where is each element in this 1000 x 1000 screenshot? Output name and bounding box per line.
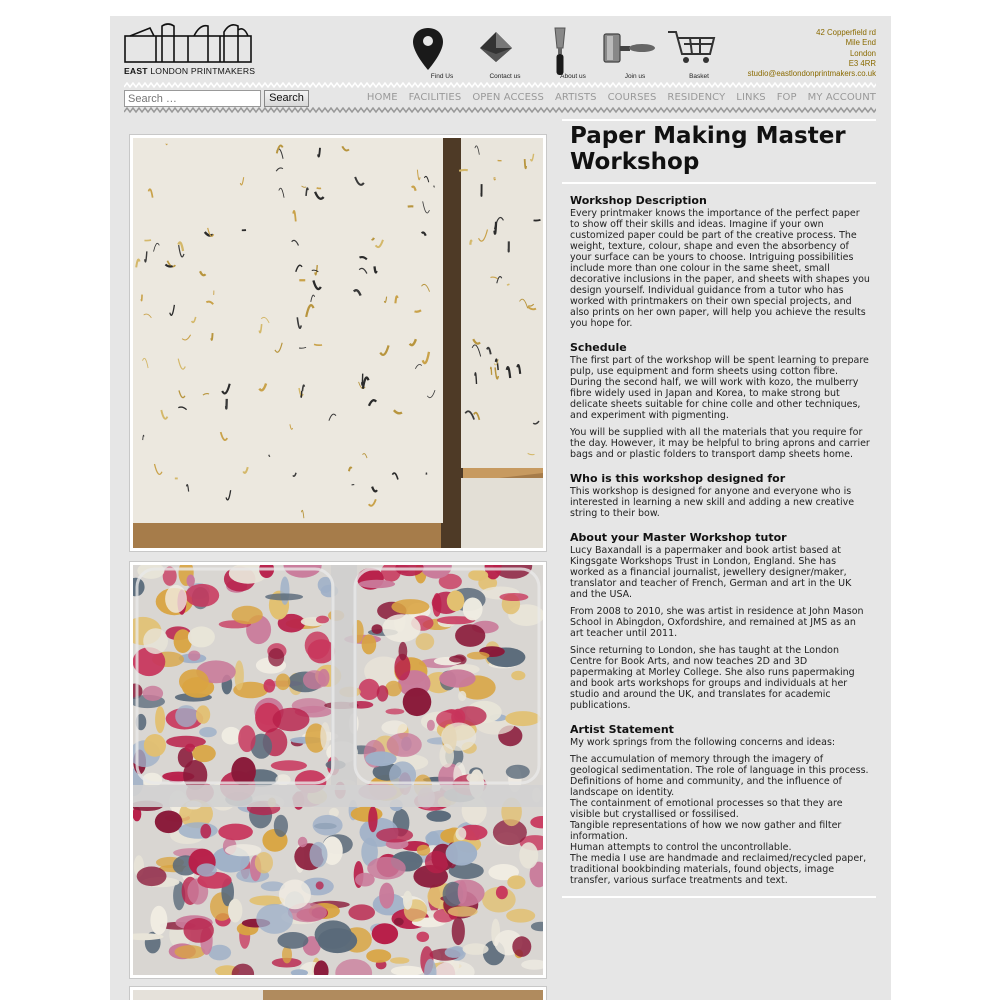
pulp-fragment xyxy=(271,760,307,771)
pulp-fragment xyxy=(200,824,211,839)
pulp-fragment xyxy=(366,949,391,963)
pulp-fragment xyxy=(367,857,406,880)
logo-word-east: EAST xyxy=(124,66,148,76)
pulp-fragment xyxy=(506,765,530,779)
paper-inclusion xyxy=(301,391,302,397)
page-title: Paper Making Master Workshop xyxy=(570,123,846,175)
pulp-fragment xyxy=(255,852,273,873)
pulp-fragment xyxy=(368,806,377,832)
pulp-fragment xyxy=(179,822,218,839)
pulp-fragment xyxy=(264,679,276,693)
pulp-fragment xyxy=(426,810,451,821)
paper-sheets-image xyxy=(133,138,543,548)
nav-item-my-account[interactable]: MY ACCOUNT xyxy=(807,92,876,103)
pulp-fragment xyxy=(351,806,383,821)
pulp-fragment xyxy=(137,867,167,887)
pulp-fragment xyxy=(427,720,435,731)
nav-item-artists[interactable]: ARTISTS xyxy=(554,92,597,103)
pulp-containers-image xyxy=(133,565,543,975)
third-image xyxy=(133,990,543,1000)
tutor-heading: About your Master Workshop tutor xyxy=(570,531,787,544)
pulp-fragment xyxy=(425,851,449,873)
page xyxy=(110,16,891,1000)
description-text: Every printmaker knows the importance of the perfect paper to show off their skills and ideas. Imagine if your own customized paper could be part of the creative process. The weight, texture, colour, shape and even the absorbency of your surface can be yours to choose. Intriguing possibilities include more than one colour in the same sheet, small decorative inclusions in the paper, and sheets with shapes you design yourself. Individual guidance from a tutor who has worked with printmakers on their own special projects, and also prints on her own paper, will help you achieve the results you hope for. xyxy=(570,208,870,329)
pulp-fragment xyxy=(310,842,328,868)
photo-pulp-containers[interactable] xyxy=(129,561,547,979)
tutor-text-3: Since returning to London, she has taught at the London Centre for Book Arts, and now teaches 2D and 3D papermaking at Morley College. She also runs papermaking and book arts workshops for groups and individuals at her studio and around the UK, and translates for academic publications. xyxy=(570,645,855,711)
pulp-fragment xyxy=(179,669,209,693)
paper-inclusion xyxy=(314,344,322,345)
paper-inclusion xyxy=(534,220,541,221)
palette-knife-icon xyxy=(548,26,572,76)
paper-inclusion xyxy=(415,310,422,311)
pulp-fragment xyxy=(458,881,467,904)
pulp-fragment xyxy=(185,584,219,607)
pulp-fragment xyxy=(467,652,490,660)
description-heading: Workshop Description xyxy=(570,194,707,207)
roller-icon xyxy=(600,26,656,72)
article-bottom-rule xyxy=(562,896,876,898)
pulp-fragment xyxy=(222,727,241,745)
nav-item-open-access[interactable]: OPEN ACCESS xyxy=(472,92,544,103)
pulp-fragment xyxy=(298,837,308,847)
pulp-fragment xyxy=(155,706,165,733)
pulp-fragment xyxy=(376,828,413,843)
logo-wordmark xyxy=(124,66,264,76)
pulp-fragment xyxy=(463,943,489,955)
pulp-fragment xyxy=(265,593,303,600)
pulp-fragment xyxy=(391,599,429,614)
pulp-fragment xyxy=(192,745,216,762)
statement-line: The media I use are handmade and reclaimed/recycled paper, traditional bookbinding materials, found objects, image transfer, various surface treatments and text. xyxy=(570,853,867,886)
pulp-fragment xyxy=(277,932,308,949)
search-input[interactable] xyxy=(124,90,261,107)
paper-inclusion xyxy=(470,241,471,245)
nav-item-home[interactable]: HOME xyxy=(366,92,398,103)
statement-intro: My work springs from the following concerns and ideas: xyxy=(570,737,836,748)
pulp-fragment xyxy=(507,875,525,889)
search-button[interactable]: Search xyxy=(264,90,309,107)
pulp-fragment xyxy=(372,624,383,634)
header-divider xyxy=(124,82,876,88)
pulp-fragment xyxy=(280,577,289,605)
nav-item-residency[interactable]: RESIDENCY xyxy=(667,92,726,103)
nav-item-courses[interactable]: COURSES xyxy=(607,92,657,103)
pulp-fragment xyxy=(184,918,214,943)
pulp-fragment xyxy=(197,863,217,876)
pulp-fragment xyxy=(232,606,263,624)
pulp-fragment xyxy=(187,575,195,587)
pulp-fragment xyxy=(175,705,197,727)
pulp-fragment xyxy=(381,720,407,734)
shopping-cart-icon xyxy=(666,26,718,72)
pulp-fragment xyxy=(188,626,215,647)
pulp-fragment xyxy=(463,598,483,621)
pulp-fragment xyxy=(318,669,329,687)
pulp-fragment xyxy=(449,656,465,663)
pulp-fragment xyxy=(417,845,430,856)
pulp-fragment xyxy=(466,774,478,783)
address-block xyxy=(748,28,876,79)
pulp-fragment xyxy=(394,918,404,926)
pulp-fragment xyxy=(439,744,454,768)
statement-line: Definitions of home and community, and the influence of landscape on identity. xyxy=(570,776,842,798)
schedule-heading: Schedule xyxy=(570,341,627,354)
pulp-fragment xyxy=(359,580,395,588)
pulp-fragment xyxy=(235,660,244,690)
site-logo[interactable] xyxy=(124,22,256,78)
paper-inclusion xyxy=(434,186,435,187)
pulp-fragment xyxy=(362,634,377,654)
pulp-fragment xyxy=(447,590,465,611)
pulp-fragment xyxy=(399,642,408,661)
pulp-fragment xyxy=(143,628,168,654)
pulp-fragment xyxy=(506,909,535,923)
pulp-fragment xyxy=(403,688,432,716)
nav-item-facilities[interactable]: FACILITIES xyxy=(408,92,462,103)
photo-third[interactable] xyxy=(129,986,547,1000)
pulp-fragment xyxy=(225,844,261,856)
nav-item-links[interactable]: LINKS xyxy=(736,92,766,103)
pulp-fragment xyxy=(279,880,311,910)
pulp-fragment xyxy=(150,906,167,935)
pulp-fragment xyxy=(155,811,183,834)
photo-paper-sheets[interactable] xyxy=(129,134,547,552)
pulp-fragment xyxy=(456,827,467,840)
logo-word-rest: LONDON PRINTMAKERS xyxy=(150,66,256,76)
who-text: This workshop is designed for anyone and everyone who is interested in learning a new skill and adding a new creative string to their bow. xyxy=(570,486,855,519)
paper-inclusion xyxy=(352,485,355,486)
contact-us-label: Contact us xyxy=(489,73,521,80)
schedule-text-1: The first part of the workshop will be spent learning to prepare pulp, use equipment and form sheets using cotton fibre. During the second half, we will work with kozo, the mulberry fibre widely used in Japan and Korea, to make strong but delicate sheets suitable for chine colle and other techniques, and experiment with pigmenting. xyxy=(570,355,869,421)
pulp-fragment xyxy=(496,886,508,899)
address-city: London xyxy=(849,48,876,58)
who-heading: Who is this workshop designed for xyxy=(570,472,786,485)
address-street: 42 Copperfield rd xyxy=(816,28,876,37)
pulp-fragment xyxy=(274,815,288,837)
address-email-link[interactable]: studio@eastlondonprintmakers.co.uk xyxy=(747,69,876,79)
find-us-link[interactable] xyxy=(396,26,460,80)
pulp-fragment xyxy=(276,674,291,691)
basket-link[interactable] xyxy=(660,26,724,80)
pulp-fragment xyxy=(359,679,380,700)
paper-inclusion xyxy=(144,240,151,241)
pulp-fragment xyxy=(379,883,394,909)
address-area: Mile End xyxy=(845,38,876,48)
pulp-fragment xyxy=(188,651,200,661)
schedule-text-2: You will be supplied with all the materials that you require for the day. However, it may be helpful to bring aprons and carrier bags and or plastic folders to transport damp sheets home. xyxy=(570,427,870,460)
pulp-fragment xyxy=(143,686,164,701)
tutor-text-2: From 2008 to 2010, she was artist in residence at John Mason School in Abingdon, Oxfordshire, and remained at JMS as an art teacher until 2011. xyxy=(570,606,864,639)
join-us-label: Join us xyxy=(624,73,646,80)
pulp-fragment xyxy=(144,734,166,757)
logo-mark-icon xyxy=(124,22,256,66)
basket-label: Basket xyxy=(689,73,709,80)
pulp-fragment xyxy=(416,633,435,650)
statement-line: Tangible representations of how we now gather and filter information. xyxy=(570,820,842,842)
pulp-fragment xyxy=(499,593,528,601)
pulp-fragment xyxy=(468,570,488,581)
address-postcode: E3 4RR xyxy=(848,58,876,68)
pulp-fragment xyxy=(448,906,478,917)
nav-divider xyxy=(124,107,876,113)
pulp-fragment xyxy=(273,708,310,732)
pulp-fragment xyxy=(372,923,398,944)
pulp-fragment xyxy=(505,711,540,726)
pulp-fragment xyxy=(316,881,324,889)
pulp-fragment xyxy=(218,824,253,841)
title-rule xyxy=(562,182,876,184)
pulp-fragment xyxy=(445,947,464,958)
contact-us-link[interactable] xyxy=(464,26,528,80)
pulp-fragment xyxy=(512,936,531,957)
pulp-fragment xyxy=(455,624,485,647)
pulp-fragment xyxy=(320,722,330,750)
pulp-fragment xyxy=(199,727,217,737)
about-us-label: About us xyxy=(560,73,586,80)
main-nav xyxy=(360,92,876,103)
pulp-fragment xyxy=(348,904,375,920)
tutor-text-1: Lucy Baxandall is a papermaker and book artist based at Kingsgate Workshops Trust in London, England. She has worked as a financial journalist, jewellery designer/maker, translator and teacher of French, German and art in the UK and the USA. xyxy=(570,545,852,600)
statement-line: Human attempts to control the uncontrollable. xyxy=(570,842,792,853)
pulp-fragment xyxy=(256,904,293,934)
pulp-fragment xyxy=(511,671,525,680)
find-us-label: Find Us xyxy=(430,73,454,80)
statement-line: The containment of emotional processes so that they are visible but crystallised or fossilised. xyxy=(570,798,843,820)
about-us-link[interactable] xyxy=(528,26,592,80)
pulp-fragment xyxy=(175,945,206,959)
pulp-fragment xyxy=(417,932,430,942)
pulp-fragment xyxy=(238,725,255,752)
paper-inclusion xyxy=(141,295,142,301)
pulp-fragment xyxy=(458,691,466,701)
pulp-fragment xyxy=(313,815,343,836)
pulp-fragment xyxy=(446,841,478,866)
statement-heading: Artist Statement xyxy=(570,723,674,736)
pulp-fragment xyxy=(165,585,187,613)
paper-inclusion xyxy=(317,188,321,189)
pulp-fragment xyxy=(315,920,352,948)
pulp-fragment xyxy=(439,669,476,687)
pulp-fragment xyxy=(390,957,409,964)
map-pin-icon xyxy=(410,26,446,72)
pulp-fragment xyxy=(403,891,412,910)
pulp-fragment xyxy=(316,616,329,624)
article-body xyxy=(570,194,872,886)
pulp-fragment xyxy=(268,648,284,666)
statement-line: The accumulation of memory through the imagery of geological sedimentation. The role of language in this process. xyxy=(570,754,869,776)
pulp-fragment xyxy=(377,685,389,701)
pulp-fragment xyxy=(228,899,242,923)
paper-inclusion xyxy=(459,170,468,171)
pulp-fragment xyxy=(519,842,538,868)
pulp-fragment xyxy=(196,705,210,723)
join-us-link[interactable] xyxy=(596,26,660,80)
pulp-fragment xyxy=(305,632,330,660)
pulp-fragment xyxy=(365,751,396,766)
pulp-fragment xyxy=(386,709,405,715)
pulp-fragment xyxy=(387,733,422,757)
envelope-icon xyxy=(476,26,516,72)
paper-inclusion xyxy=(226,399,227,409)
nav-item-fop[interactable]: FOP xyxy=(776,92,797,103)
pulp-fragment xyxy=(452,917,465,945)
nav-bottom-rule xyxy=(562,119,876,121)
pulp-fragment xyxy=(382,614,420,642)
